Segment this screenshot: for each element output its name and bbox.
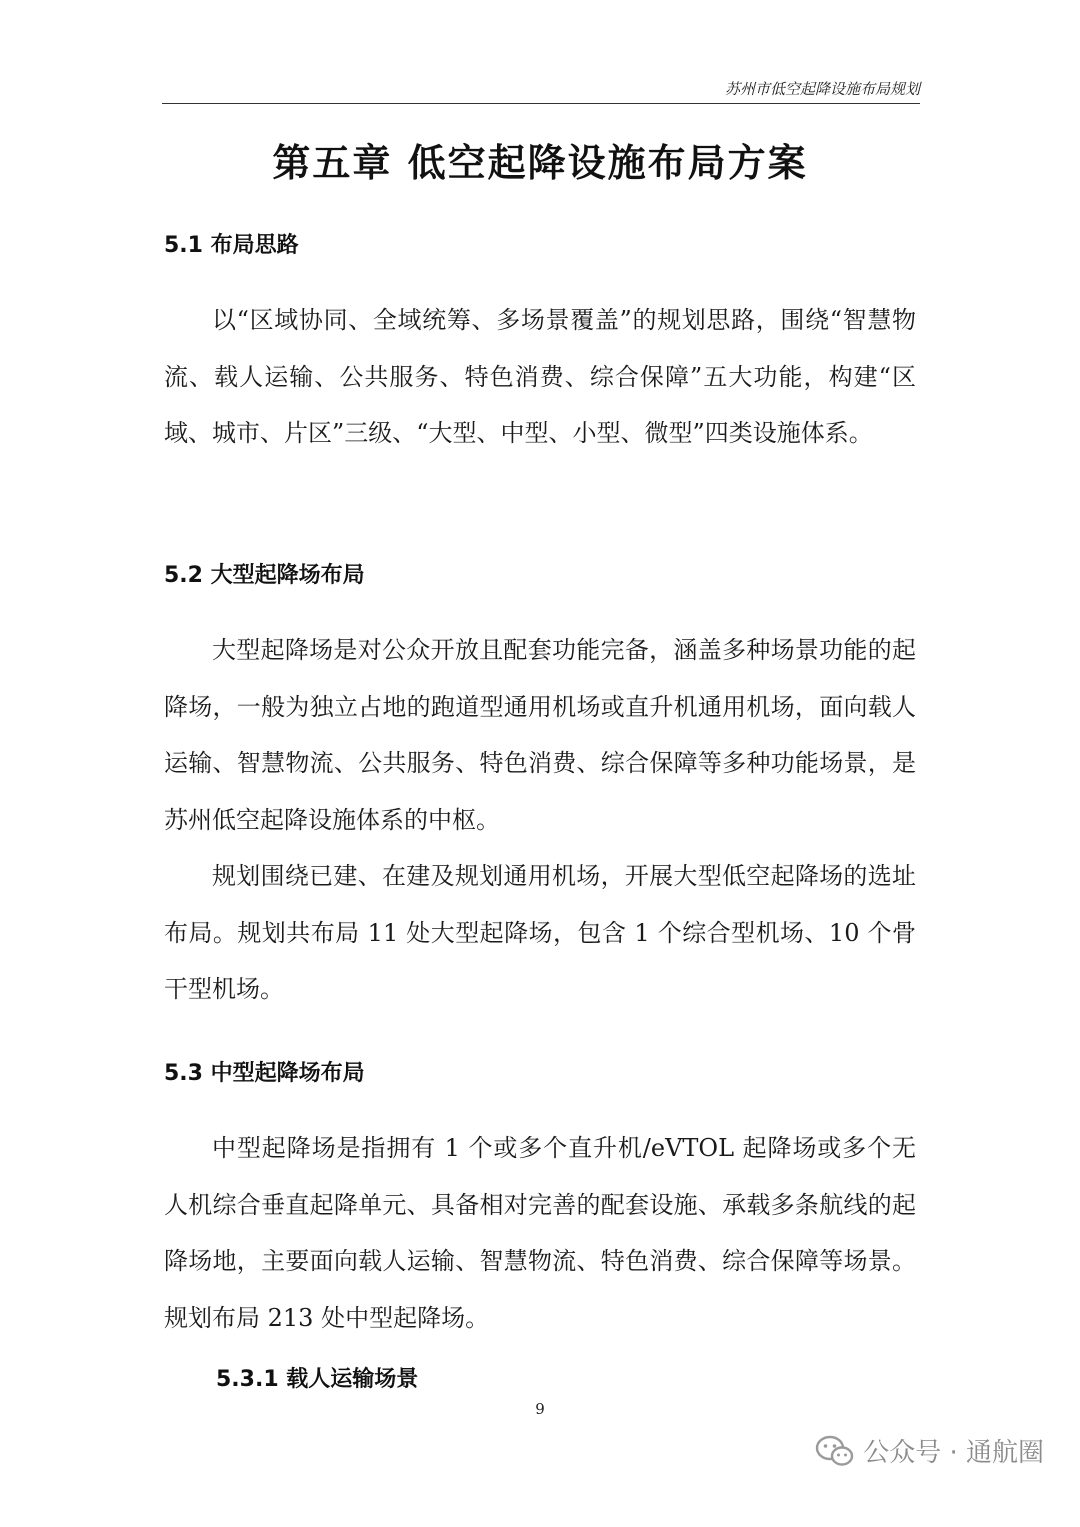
section-heading-5-1: 5.1 布局思路 — [164, 233, 299, 258]
section-5-3-paragraph: 中型起降场是指拥有 1 个或多个直升机/eVTOL 起降场或多个无人机综合垂直起降单元、具备相对完善的配套设施、承载多条航线的起降场地，主要面向载人运输、智慧物流、特色消费、综合保障等场景。规划布局 213 处中型起降场。 — [164, 1134, 916, 1332]
section-5-2-paragraph-2: 规划围绕已建、在建及规划通用机场，开展大型低空起降场的选址布局。规划共布局 11 处大型起降场，包含 1 个综合型机场、10 个骨干型机场。 — [164, 862, 916, 1003]
running-header: 苏州市低空起降设施布局规划 — [724, 80, 920, 98]
watermark — [815, 1432, 1044, 1469]
section-5-1-paragraph: 以“区域协同、全域统筹、多场景覆盖”的规划思路，围绕“智慧物流、载人运输、公共服务、特色消费、综合保障”五大功能，构建“区域、城市、片区”三级、“大型、中型、小型、微型”四类设施体系。 — [164, 306, 916, 447]
header-divider — [162, 103, 920, 104]
page-number: 9 — [535, 1400, 545, 1418]
watermark-text: 公众号 · 通航圈 — [863, 1438, 1044, 1468]
section-heading-5-2: 5.2 大型起降场布局 — [164, 563, 365, 588]
subsection-heading-5-3-1: 5.3.1 载人运输场景 — [216, 1367, 419, 1392]
section-heading-5-3: 5.3 中型起降场布局 — [164, 1061, 365, 1086]
wechat-icon — [815, 1434, 855, 1468]
chapter-title: 第五章 低空起降设施布局方案 — [272, 141, 808, 185]
section-5-2-paragraph-1: 大型起降场是对公众开放且配套功能完备，涵盖多种场景功能的起降场，一般为独立占地的跑道型通用机场或直升机通用机场，面向载人运输、智慧物流、公共服务、特色消费、综合保障等多种功能场景，是苏州低空起降设施体系的中枢。 — [164, 636, 916, 834]
